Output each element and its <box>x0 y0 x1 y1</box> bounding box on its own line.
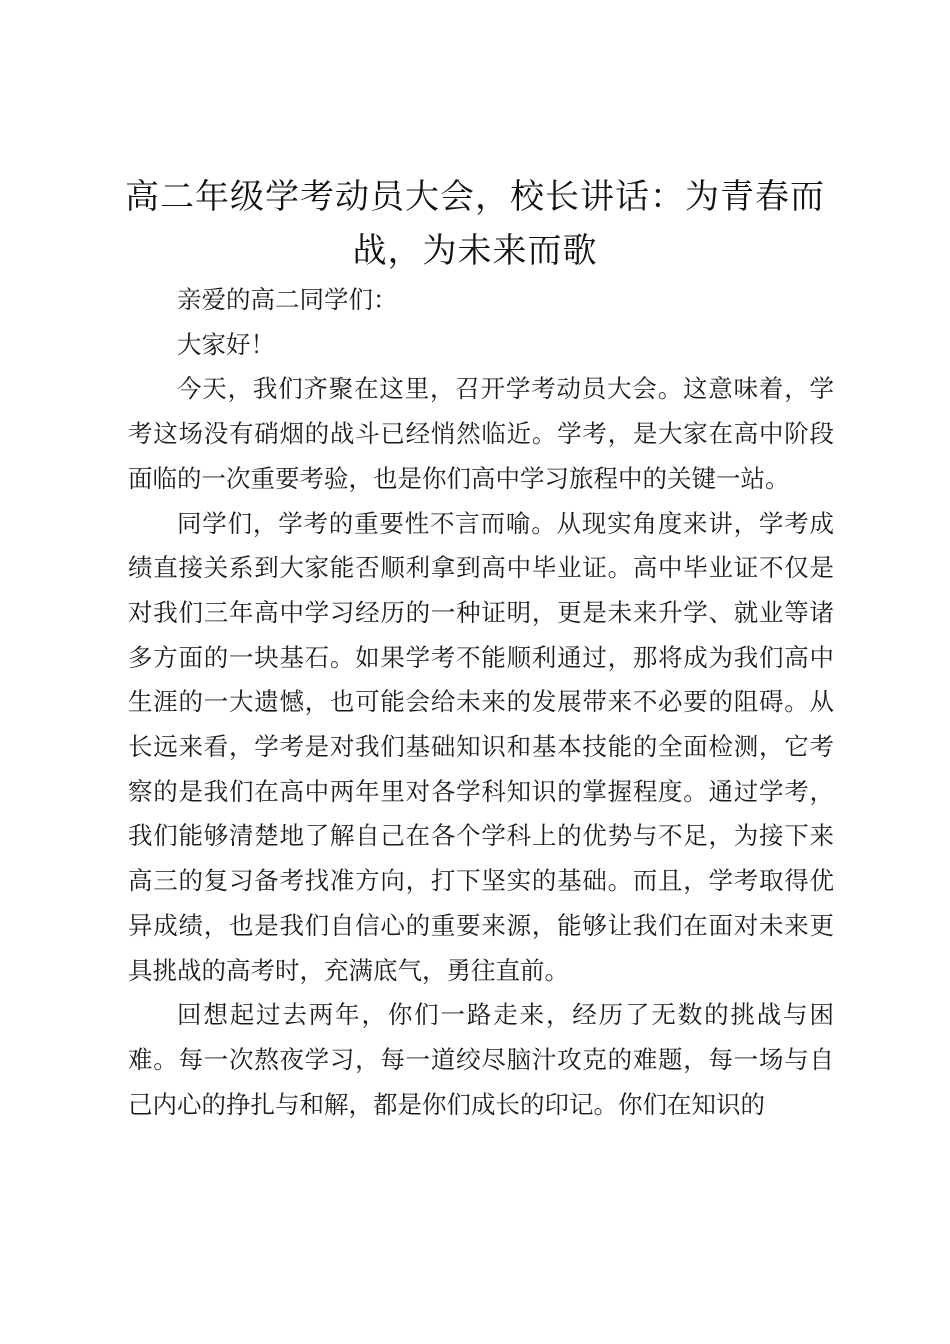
body-paragraph: 今天，我们齐聚在这里，召开学考动员大会。这意味着，学考这场没有硝烟的战斗已经悄然临近。学考，是大家在高中阶段面临的一次重要考验，也是你们高中学习旅程中的关键一站。 <box>128 374 834 493</box>
salutation: 亲爱的高二同学们： <box>177 285 398 314</box>
body-paragraph: 回想起过去两年，你们一路走来，经历了无数的挑战与困难。每一次熬夜学习，每一道绞尽脑汁攻克的难题，每一场与自己内心的挣扎与和解，都是你们成长的印记。你们在知识的 <box>128 1000 834 1119</box>
document-title: 高二年级学考动员大会，校长讲话：为青春而战，为未来而歌 <box>125 177 825 271</box>
greeting: 大家好！ <box>177 329 275 359</box>
body-paragraph: 同学们，学考的重要性不言而喻。从现实角度来讲，学考成绩直接关系到大家能否顺利拿到高中毕业证。高中毕业证不仅是对我们三年高中学习经历的一种证明，更是未来升学、就业等诸多方面的一块基石。如果学考不能顺利通过，那将成为我们高中生涯的一大遗憾，也可能会给未来的发展带来不必要的阻碍。从长远来看，学考是对我们基础知识和基本技能的全面检测，它考察的是我们在高中两年里对各学科知识的掌握程度。通过学考，我们能够清楚地了解自己在各个学科上的优势与不足，为接下来高三的复习备考找准方向，打下坚实的基础。而且，学考取得优异成绩，也是我们自信心的重要来源，能够让我们在面对未来更具挑战的高考时，充满底气，勇往直前。 <box>128 508 834 985</box>
document-body <box>128 278 834 1127</box>
